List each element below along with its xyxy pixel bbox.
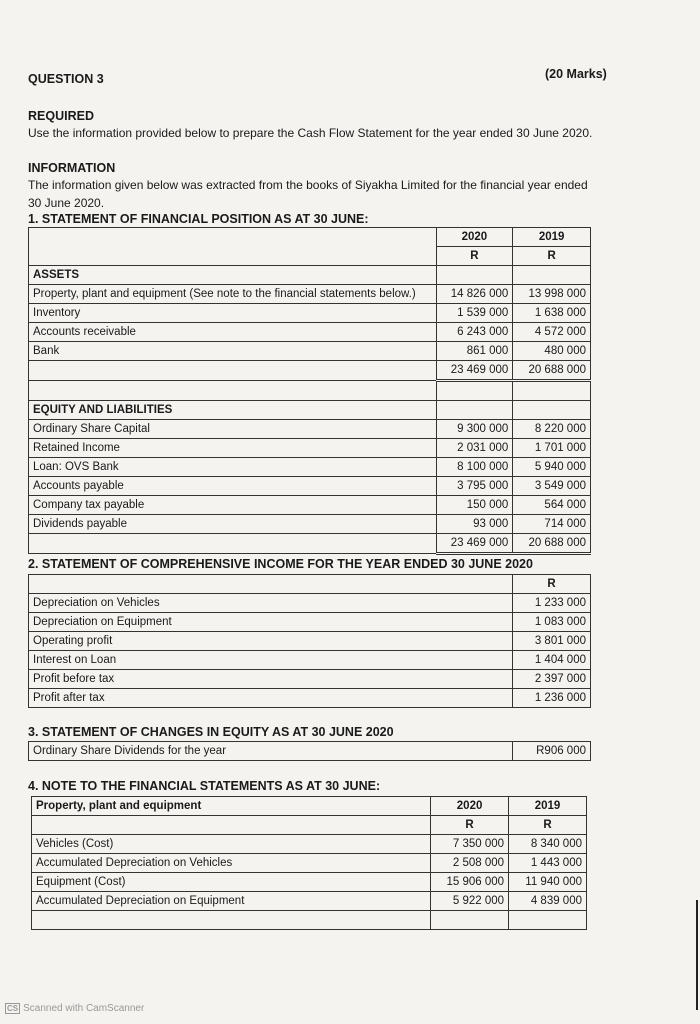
table-row bbox=[29, 515, 591, 534]
sfp-table bbox=[28, 227, 591, 555]
equity-heading: EQUITY AND LIABILITIES bbox=[29, 401, 437, 420]
table-row bbox=[32, 892, 587, 911]
assets-heading: ASSETS bbox=[29, 266, 437, 285]
table-row bbox=[32, 873, 587, 892]
row-label: Accumulated Depreciation on Equipment bbox=[32, 892, 431, 911]
table-row bbox=[29, 323, 591, 342]
row-label: Company tax payable bbox=[29, 496, 437, 515]
table-row bbox=[29, 613, 591, 632]
sfp-col-2020: 2020 bbox=[436, 228, 513, 247]
required-text: Use the information provided below to prepare the Cash Flow Statement for the year ended 30 June 2020. bbox=[28, 126, 593, 140]
note-spacer-row bbox=[32, 911, 587, 930]
sfp-equity-heading-row bbox=[29, 401, 591, 420]
value-2020: 7 350 000 bbox=[431, 835, 509, 854]
value-2019: 4 839 000 bbox=[509, 892, 587, 911]
row-label: Retained Income bbox=[29, 439, 437, 458]
row-label: Profit before tax bbox=[29, 670, 513, 689]
value-2019: 1 443 000 bbox=[509, 854, 587, 873]
table-row bbox=[29, 594, 591, 613]
note-currency-2019: R bbox=[509, 816, 587, 835]
row-label: Property, plant and equipment (See note to the financial statements below.) bbox=[29, 285, 437, 304]
table-row bbox=[29, 342, 591, 361]
equity-total-row bbox=[29, 534, 591, 554]
table-row bbox=[29, 670, 591, 689]
table-row bbox=[29, 477, 591, 496]
value-2019: 11 940 000 bbox=[509, 873, 587, 892]
note-heading: Property, plant and equipment bbox=[32, 797, 431, 816]
required-heading: REQUIRED bbox=[28, 109, 94, 123]
row-label: Operating profit bbox=[29, 632, 513, 651]
value-2020: 9 300 000 bbox=[436, 420, 513, 439]
row-label: Accounts payable bbox=[29, 477, 437, 496]
scanner-watermark bbox=[5, 1003, 144, 1014]
table-row bbox=[29, 742, 591, 761]
value-2019: 4 572 000 bbox=[513, 323, 591, 342]
row-label: Loan: OVS Bank bbox=[29, 458, 437, 477]
row-label: Vehicles (Cost) bbox=[32, 835, 431, 854]
sfp-spacer-row bbox=[29, 381, 591, 401]
table-row bbox=[29, 689, 591, 708]
equity-total-2019: 20 688 000 bbox=[513, 534, 591, 554]
note-col-2019: 2019 bbox=[509, 797, 587, 816]
assets-total-2020: 23 469 000 bbox=[436, 361, 513, 381]
row-label: Dividends payable bbox=[29, 515, 437, 534]
value-2019: 1 701 000 bbox=[513, 439, 591, 458]
table-row bbox=[32, 835, 587, 854]
table-row bbox=[29, 458, 591, 477]
sci-header-row bbox=[29, 575, 591, 594]
row-value: 1 404 000 bbox=[513, 651, 591, 670]
note-currency-2020: R bbox=[431, 816, 509, 835]
value-2019: 8 220 000 bbox=[513, 420, 591, 439]
sfp-currency-2020: R bbox=[436, 247, 513, 266]
camscanner-badge: CS bbox=[7, 1004, 19, 1013]
row-value: 3 801 000 bbox=[513, 632, 591, 651]
table-row bbox=[29, 632, 591, 651]
table-row bbox=[29, 496, 591, 515]
camscanner-text: Scanned with CamScanner bbox=[23, 1003, 145, 1014]
sfp-assets-heading-row bbox=[29, 266, 591, 285]
note-header-row bbox=[32, 797, 587, 816]
note-table bbox=[31, 796, 587, 930]
soce-table bbox=[28, 741, 591, 761]
information-line1: The information given below was extracted from the books of Siyakha Limited for the financial year ended bbox=[28, 178, 588, 192]
question-title: QUESTION 3 bbox=[28, 72, 104, 86]
value-2020: 5 922 000 bbox=[431, 892, 509, 911]
row-label: Depreciation on Equipment bbox=[29, 613, 513, 632]
row-label: Profit after tax bbox=[29, 689, 513, 708]
sci-currency: R bbox=[513, 575, 591, 594]
value-2020: 861 000 bbox=[436, 342, 513, 361]
information-heading: INFORMATION bbox=[28, 161, 116, 175]
sci-title: 2. STATEMENT OF COMPREHENSIVE INCOME FOR THE YEAR ENDED 30 JUNE 2020 bbox=[28, 557, 533, 571]
information-line2: 30 June 2020. bbox=[28, 196, 105, 210]
soce-label: Ordinary Share Dividends for the year bbox=[29, 742, 513, 761]
value-2019: 714 000 bbox=[513, 515, 591, 534]
value-2019: 8 340 000 bbox=[509, 835, 587, 854]
sfp-col-2019: 2019 bbox=[513, 228, 591, 247]
question-marks: (20 Marks) bbox=[545, 67, 607, 81]
soce-title: 3. STATEMENT OF CHANGES IN EQUITY AS AT 30 JUNE 2020 bbox=[28, 725, 394, 739]
note-currency-row bbox=[32, 816, 587, 835]
row-label: Interest on Loan bbox=[29, 651, 513, 670]
value-2019: 5 940 000 bbox=[513, 458, 591, 477]
row-label: Equipment (Cost) bbox=[32, 873, 431, 892]
page-edge-shadow bbox=[696, 900, 698, 1010]
row-value: 1 083 000 bbox=[513, 613, 591, 632]
assets-total-2019: 20 688 000 bbox=[513, 361, 591, 381]
value-2019: 564 000 bbox=[513, 496, 591, 515]
sci-table bbox=[28, 574, 591, 708]
table-row bbox=[32, 854, 587, 873]
value-2020: 14 826 000 bbox=[436, 285, 513, 304]
value-2020: 15 906 000 bbox=[431, 873, 509, 892]
value-2019: 13 998 000 bbox=[513, 285, 591, 304]
table-row bbox=[29, 651, 591, 670]
table-row bbox=[29, 439, 591, 458]
row-label: Accumulated Depreciation on Vehicles bbox=[32, 854, 431, 873]
row-value: 1 236 000 bbox=[513, 689, 591, 708]
table-row bbox=[29, 420, 591, 439]
value-2020: 2 508 000 bbox=[431, 854, 509, 873]
note-title: 4. NOTE TO THE FINANCIAL STATEMENTS AS AT 30 JUNE: bbox=[28, 779, 381, 793]
row-label: Inventory bbox=[29, 304, 437, 323]
value-2020: 150 000 bbox=[436, 496, 513, 515]
value-2020: 93 000 bbox=[436, 515, 513, 534]
assets-total-row bbox=[29, 361, 591, 381]
row-label: Bank bbox=[29, 342, 437, 361]
value-2020: 2 031 000 bbox=[436, 439, 513, 458]
value-2019: 3 549 000 bbox=[513, 477, 591, 496]
value-2020: 6 243 000 bbox=[436, 323, 513, 342]
table-row bbox=[29, 304, 591, 323]
row-label: Depreciation on Vehicles bbox=[29, 594, 513, 613]
sfp-currency-2019: R bbox=[513, 247, 591, 266]
value-2019: 480 000 bbox=[513, 342, 591, 361]
row-label: Ordinary Share Capital bbox=[29, 420, 437, 439]
table-row bbox=[29, 285, 591, 304]
value-2019: 1 638 000 bbox=[513, 304, 591, 323]
value-2020: 1 539 000 bbox=[436, 304, 513, 323]
sfp-title: 1. STATEMENT OF FINANCIAL POSITION AS AT 30 JUNE: bbox=[28, 212, 369, 226]
value-2020: 8 100 000 bbox=[436, 458, 513, 477]
sfp-header-row bbox=[29, 228, 591, 247]
soce-value: R906 000 bbox=[513, 742, 591, 761]
row-value: 2 397 000 bbox=[513, 670, 591, 689]
equity-total-2020: 23 469 000 bbox=[436, 534, 513, 554]
note-col-2020: 2020 bbox=[431, 797, 509, 816]
row-value: 1 233 000 bbox=[513, 594, 591, 613]
value-2020: 3 795 000 bbox=[436, 477, 513, 496]
row-label: Accounts receivable bbox=[29, 323, 437, 342]
